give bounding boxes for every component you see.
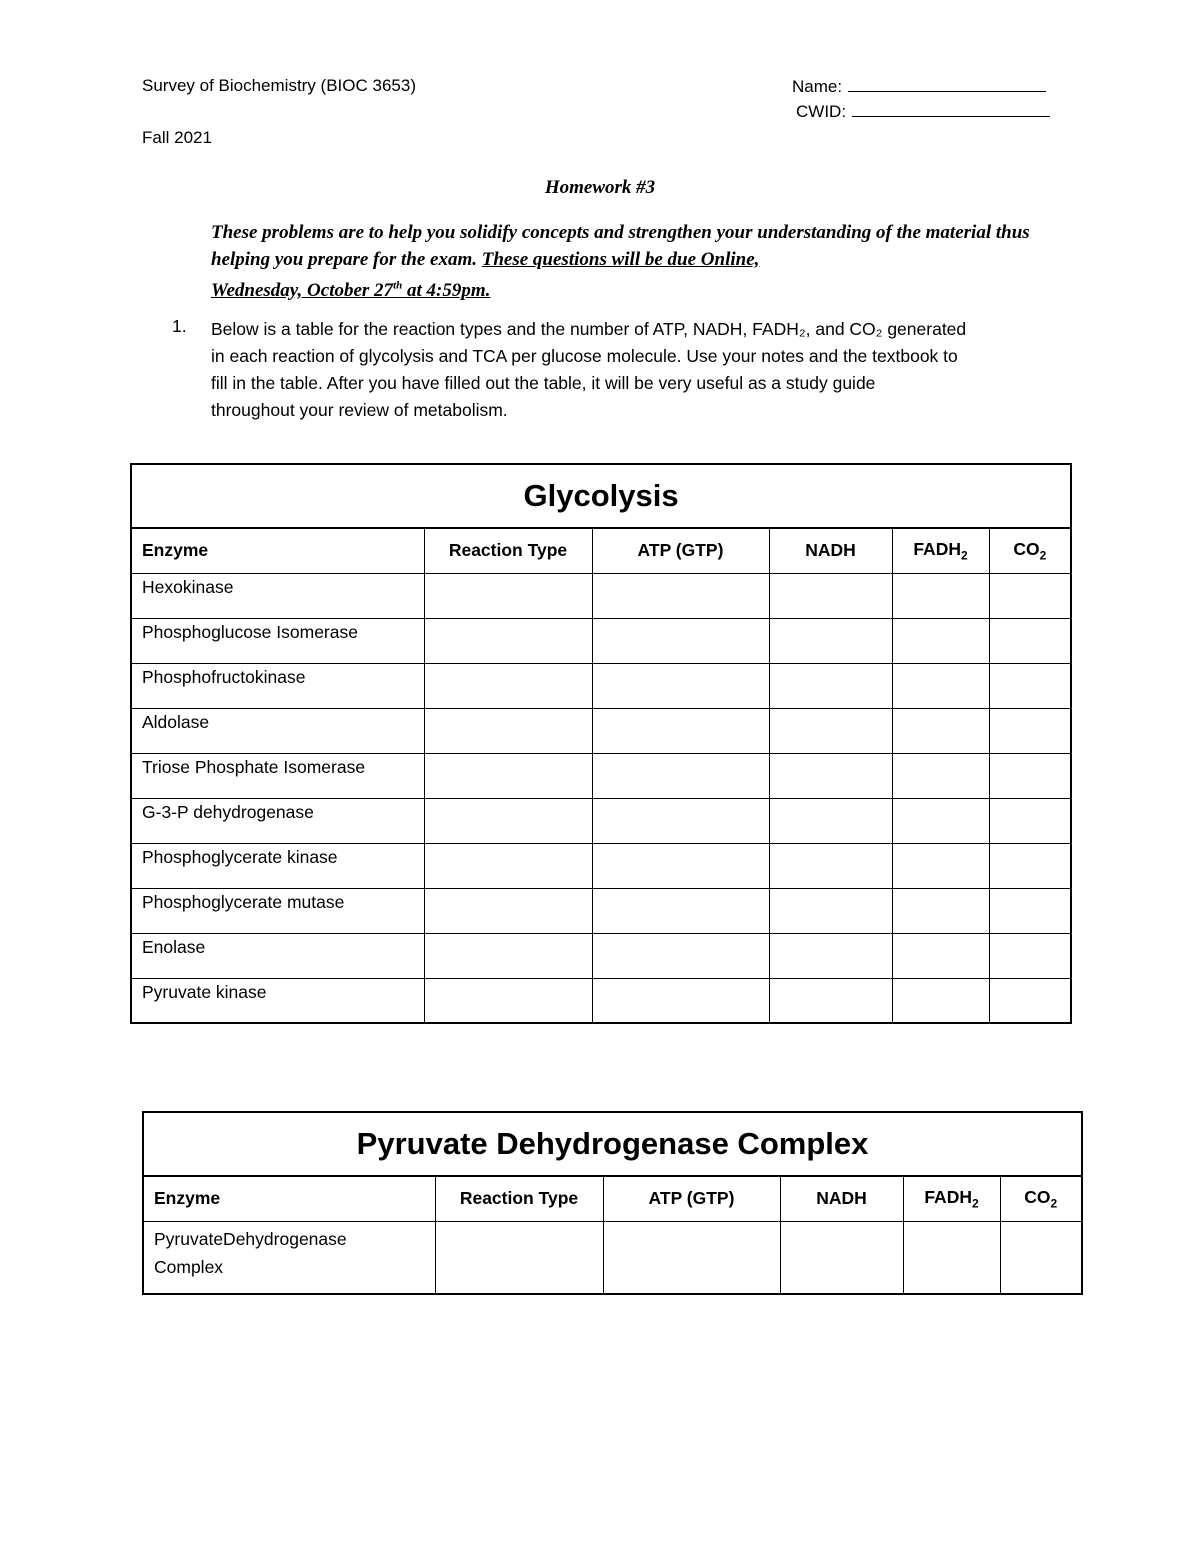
co2-cell[interactable]	[989, 663, 1071, 708]
pdc-title: Pyruvate Dehydrogenase Complex	[143, 1112, 1082, 1176]
nadh-cell[interactable]	[769, 933, 892, 978]
reaction-type-cell[interactable]	[424, 753, 592, 798]
reaction-type-cell[interactable]	[424, 798, 592, 843]
question-line: throughout your review of metabolism.	[211, 400, 508, 420]
glycolysis-title: Glycolysis	[131, 464, 1071, 528]
nadh-cell[interactable]	[769, 798, 892, 843]
due-date-part1: These questions will be due Online,	[481, 249, 760, 270]
question-text	[211, 316, 1071, 424]
nadh-cell[interactable]	[769, 753, 892, 798]
fadh2-cell[interactable]	[892, 708, 989, 753]
reaction-type-cell[interactable]	[424, 618, 592, 663]
atp-cell[interactable]	[592, 843, 769, 888]
glycolysis-table	[130, 463, 1072, 1024]
fadh2-cell[interactable]	[892, 753, 989, 798]
homework-title: Homework #3	[544, 177, 656, 198]
table-row	[131, 888, 1071, 933]
nadh-header: NADH	[769, 528, 892, 573]
reaction-type-cell[interactable]	[424, 933, 592, 978]
fadh2-cell[interactable]	[892, 933, 989, 978]
nadh-cell[interactable]	[769, 978, 892, 1023]
atp-cell[interactable]	[592, 708, 769, 753]
question-line: fill in the table. After you have filled out the table, it will be very useful as a study guide	[211, 373, 876, 393]
table-row	[131, 843, 1071, 888]
table-row	[131, 933, 1071, 978]
enzyme-cell: Phosphoglucose Isomerase	[131, 618, 424, 663]
reaction-type-cell[interactable]	[435, 1221, 603, 1294]
table-row	[131, 753, 1071, 798]
fadh2-cell[interactable]	[892, 843, 989, 888]
reaction-type-header: Reaction Type	[435, 1176, 603, 1221]
co2-cell[interactable]	[989, 708, 1071, 753]
name-blank-line[interactable]	[848, 76, 1046, 92]
intro-text: These problems are to help you solidify concepts and strengthen your understanding of the material thus helping you prepare for the exam.	[211, 222, 1030, 270]
table-row	[131, 618, 1071, 663]
atp-cell[interactable]	[592, 663, 769, 708]
cwid-blank-line[interactable]	[852, 101, 1050, 117]
enzyme-cell: Pyruvate kinase	[131, 978, 424, 1023]
name-label: Name:	[792, 77, 843, 96]
co2-header: $CO_2$	[1000, 1176, 1082, 1221]
reaction-type-cell[interactable]	[424, 708, 592, 753]
reaction-type-cell[interactable]	[424, 888, 592, 933]
fadh2-cell[interactable]	[903, 1221, 1000, 1294]
table-row	[131, 798, 1071, 843]
atp-cell[interactable]	[592, 798, 769, 843]
fadh2-header: $FADH_2$	[903, 1176, 1000, 1221]
table-row	[131, 708, 1071, 753]
enzyme-cell: Triose Phosphate Isomerase	[131, 753, 424, 798]
enzyme-cell: Enolase	[131, 933, 424, 978]
enzyme-cell: PyruvateDehydrogenase Complex	[143, 1221, 435, 1294]
nadh-cell[interactable]	[769, 843, 892, 888]
table-row	[131, 573, 1071, 618]
fadh2-header: $FADH_2$	[892, 528, 989, 573]
co2-cell[interactable]	[989, 888, 1071, 933]
enzyme-cell: Phosphoglycerate mutase	[131, 888, 424, 933]
table-row	[131, 978, 1071, 1023]
atp-cell[interactable]	[592, 573, 769, 618]
nadh-cell[interactable]	[769, 708, 892, 753]
question-number: 1.	[172, 316, 187, 336]
table-row	[131, 663, 1071, 708]
reaction-type-cell[interactable]	[424, 573, 592, 618]
intro-paragraph	[211, 219, 1041, 304]
fadh2-cell[interactable]	[892, 618, 989, 663]
question-line: Below is a table for the reaction types and the number of ATP, NADH, FADH₂, and CO₂ generated	[211, 319, 967, 339]
nadh-cell[interactable]	[780, 1221, 903, 1294]
cwid-label: CWID:	[796, 102, 847, 121]
co2-cell[interactable]	[989, 843, 1071, 888]
question-line: in each reaction of glycolysis and TCA per glucose molecule. Use your notes and the textbook to	[211, 346, 958, 366]
reaction-type-cell[interactable]	[424, 843, 592, 888]
co2-cell[interactable]	[989, 798, 1071, 843]
atp-cell[interactable]	[592, 933, 769, 978]
atp-cell[interactable]	[592, 753, 769, 798]
pdc-table	[142, 1111, 1083, 1295]
co2-cell[interactable]	[989, 753, 1071, 798]
fadh2-cell[interactable]	[892, 573, 989, 618]
atp-cell[interactable]	[603, 1221, 780, 1294]
enzyme-cell: Aldolase	[131, 708, 424, 753]
enzyme-header: Enzyme	[131, 528, 424, 573]
co2-cell[interactable]	[989, 618, 1071, 663]
fadh2-cell[interactable]	[892, 798, 989, 843]
reaction-type-cell[interactable]	[424, 978, 592, 1023]
table-row	[143, 1221, 1082, 1294]
co2-cell[interactable]	[989, 573, 1071, 618]
atp-header: ATP (GTP)	[592, 528, 769, 573]
co2-cell[interactable]	[989, 978, 1071, 1023]
fadh2-cell[interactable]	[892, 978, 989, 1023]
atp-header: ATP (GTP)	[603, 1176, 780, 1221]
nadh-cell[interactable]	[769, 888, 892, 933]
enzyme-cell: G-3-P dehydrogenase	[131, 798, 424, 843]
reaction-type-header: Reaction Type	[424, 528, 592, 573]
reaction-type-cell[interactable]	[424, 663, 592, 708]
term-label: Fall 2021	[142, 128, 212, 147]
name-row	[792, 76, 1046, 97]
nadh-cell[interactable]	[769, 573, 892, 618]
due-date-part2: Wednesday, October 27th at 4:59pm.	[211, 280, 491, 302]
atp-cell[interactable]	[592, 888, 769, 933]
course-title: Survey of Biochemistry (BIOC 3653)	[142, 76, 416, 95]
nadh-cell[interactable]	[769, 663, 892, 708]
fadh2-cell[interactable]	[892, 663, 989, 708]
co2-cell[interactable]	[989, 933, 1071, 978]
enzyme-cell: Hexokinase	[131, 573, 424, 618]
fadh2-cell[interactable]	[892, 888, 989, 933]
nadh-cell[interactable]	[769, 618, 892, 663]
nadh-header: NADH	[780, 1176, 903, 1221]
enzyme-header: Enzyme	[143, 1176, 435, 1221]
enzyme-cell: Phosphofructokinase	[131, 663, 424, 708]
atp-cell[interactable]	[592, 978, 769, 1023]
enzyme-cell: Phosphoglycerate kinase	[131, 843, 424, 888]
co2-header: $CO_2$	[989, 528, 1071, 573]
atp-cell[interactable]	[592, 618, 769, 663]
co2-cell[interactable]	[1000, 1221, 1082, 1294]
cwid-row	[796, 101, 1050, 122]
